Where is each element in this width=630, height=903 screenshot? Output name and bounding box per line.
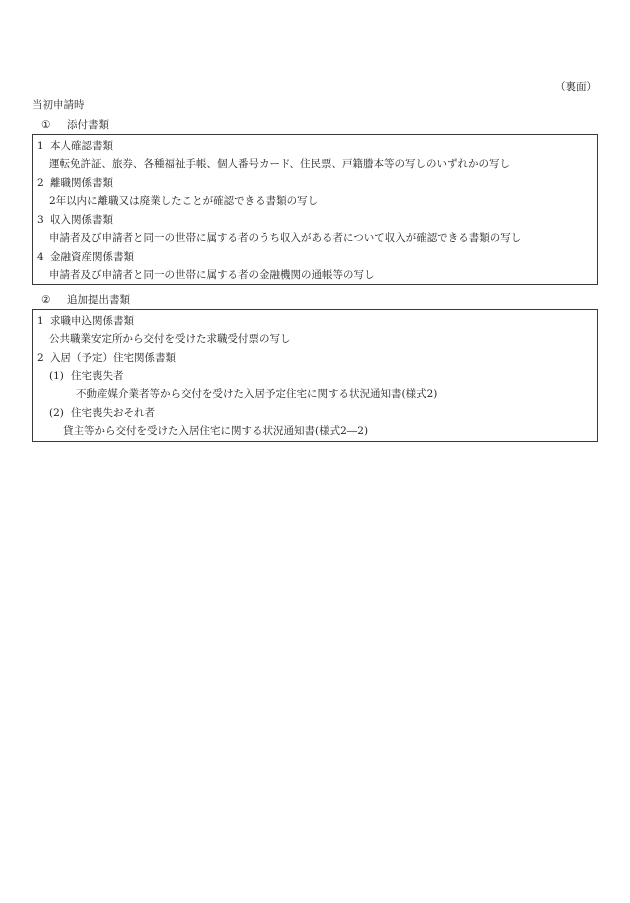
section1-number: ① <box>41 119 51 131</box>
list-item-detail: 公共職業安定所から交付を受けた求職受付票の写し <box>49 333 291 345</box>
attached-documents-box <box>32 134 598 285</box>
list-item-title: 2 入居（予定）住宅関係書類 <box>37 352 176 364</box>
list-item-title: 3 収入関係書類 <box>37 214 113 226</box>
list-item-detail: 運転免許証、旅券、各種福祉手帳、個人番号カード、住民票、戸籍謄本等の写しのいずれかの写し <box>49 158 511 170</box>
section1-heading <box>41 120 109 131</box>
list-item-title: 1 求職申込関係書類 <box>37 315 134 327</box>
list-item-detail: 2年以内に離職又は廃業したことが確認できる書類の写し <box>49 195 319 207</box>
section2-title: 追加提出書類 <box>67 294 130 306</box>
section1-title: 添付書類 <box>67 119 109 131</box>
reverse-side-label: （裏面） <box>555 81 597 93</box>
list-item-title: 1 本人確認書類 <box>37 140 113 152</box>
list-item-detail: 申請者及び申請者と同一の世帯に属する者のうち収入がある者について収入が確認できる書類の写し <box>49 232 522 244</box>
list-item-title: 2 離職関係書類 <box>37 177 113 189</box>
sub-item-title: (1) 住宅喪失者 <box>49 370 124 382</box>
sub-item-detail: 貸主等から交付を受けた入居住宅に関する状況通知書(様式2―2) <box>63 425 369 437</box>
sub-item-detail: 不動産媒介業者等から交付を受けた入居予定住宅に関する状況通知書(様式2) <box>76 388 438 400</box>
section2-number: ② <box>41 294 51 306</box>
sub-item-title: (2) 住宅喪失おそれ者 <box>49 407 155 419</box>
list-item-title: 4 金融資産関係書類 <box>37 251 134 263</box>
initial-application-heading: 当初申請時 <box>32 99 85 111</box>
list-item-detail: 申請者及び申請者と同一の世帯に属する者の金融機関の通帳等の写し <box>49 269 375 281</box>
additional-documents-box <box>32 309 598 442</box>
section2-heading <box>41 295 130 306</box>
